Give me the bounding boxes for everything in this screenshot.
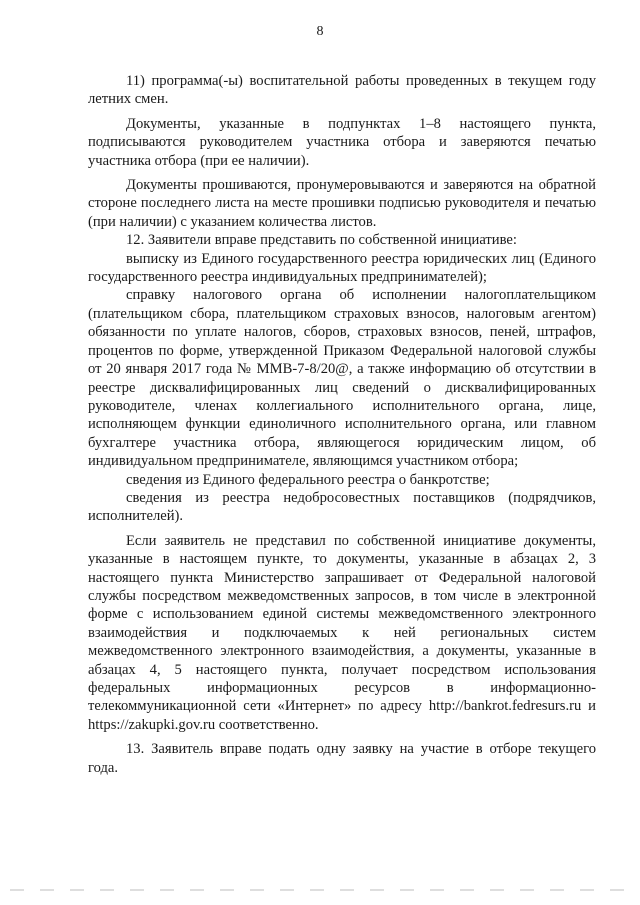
paragraph-documents-signing: Документы, указанные в подпунктах 1–8 настоящего пункта, подписываются руководителем участника отбора и заверяются печатью участника отбора (при ее наличии).: [88, 115, 596, 169]
page-number: 8: [316, 24, 324, 39]
scan-edge-artifact: [10, 889, 630, 891]
paragraph-tax-certificate: справку налогового органа об исполнении налогоплательщиком (плательщиком сбора, плательщиком страховых взносов, налоговым агентом) обязанности по уплате налогов, сборов, страховых взносов, пеней, штрафов, процентов по форме, утвержденной Приказом Федеральной налоговой службы от 20 января 2017 года № ММВ-7-8/20@, а также информацию об отсутствии в реестре дисквалифицированных лиц сведений о дисквалифицированных руководителе, членах коллегиального исполнительного органа, лице, исполняющем функции единоличного исполнительного органа, или главном бухгалтере участника отбора, являющегося юридическим лицом, об индивидуальном предпринимателе, являющимся участником отбора;: [88, 287, 596, 470]
paragraph-section-12: 12. Заявители вправе представить по собственной инициативе:: [126, 232, 517, 249]
paragraph-unfair-suppliers: сведения из реестра недобросовестных поставщиков (подрядчиков, исполнителей).: [88, 489, 596, 525]
paragraph-program-item-11: 11) программа(-ы) воспитательной работы проведенных в текущем году летних смен.: [88, 73, 596, 108]
paragraph-documents-binding: Документы прошиваются, пронумеровываются и заверяются на обратной стороне последнего листа на месте прошивки подписью руководителя и печатью (при наличии) с указанием количества листов.: [88, 177, 596, 230]
paragraph-section-13: 13. Заявитель вправе подать одну заявку на участие в отборе текущего года.: [88, 741, 596, 776]
paragraph-bankruptcy-info: сведения из Единого федерального реестра о банкротстве;: [126, 471, 490, 488]
paragraph-interagency-requests: Если заявитель не представил по собственной инициативе документы, указанные в настоящем пункте, то документы, указанные в абзацах 2, 3 настоящего пункта Министерство запрашивает от Федеральной налоговой службы посредством межведомственных запросов, в том числе в электронной форме с использованием единой системы межведомственного электронного взаимодействия и подключаемых к ней региональных систем межведомственного электронного взаимодействия, а документы, указанные в абзацах 4, 5 настоящего пункта, получает посредством использования федеральных информационных ресурсов в информационно-телекоммуникационной сети «Интернет» по адресу http://bankrot.fedresurs.ru и https://zakupki.gov.ru соответственно.: [88, 532, 596, 733]
paragraph-egrul-extract: выписку из Единого государственного реестра юридических лиц (Единого государственного реестра индивидуальных предпринимателей);: [88, 250, 596, 286]
document-body: [88, 72, 596, 777]
